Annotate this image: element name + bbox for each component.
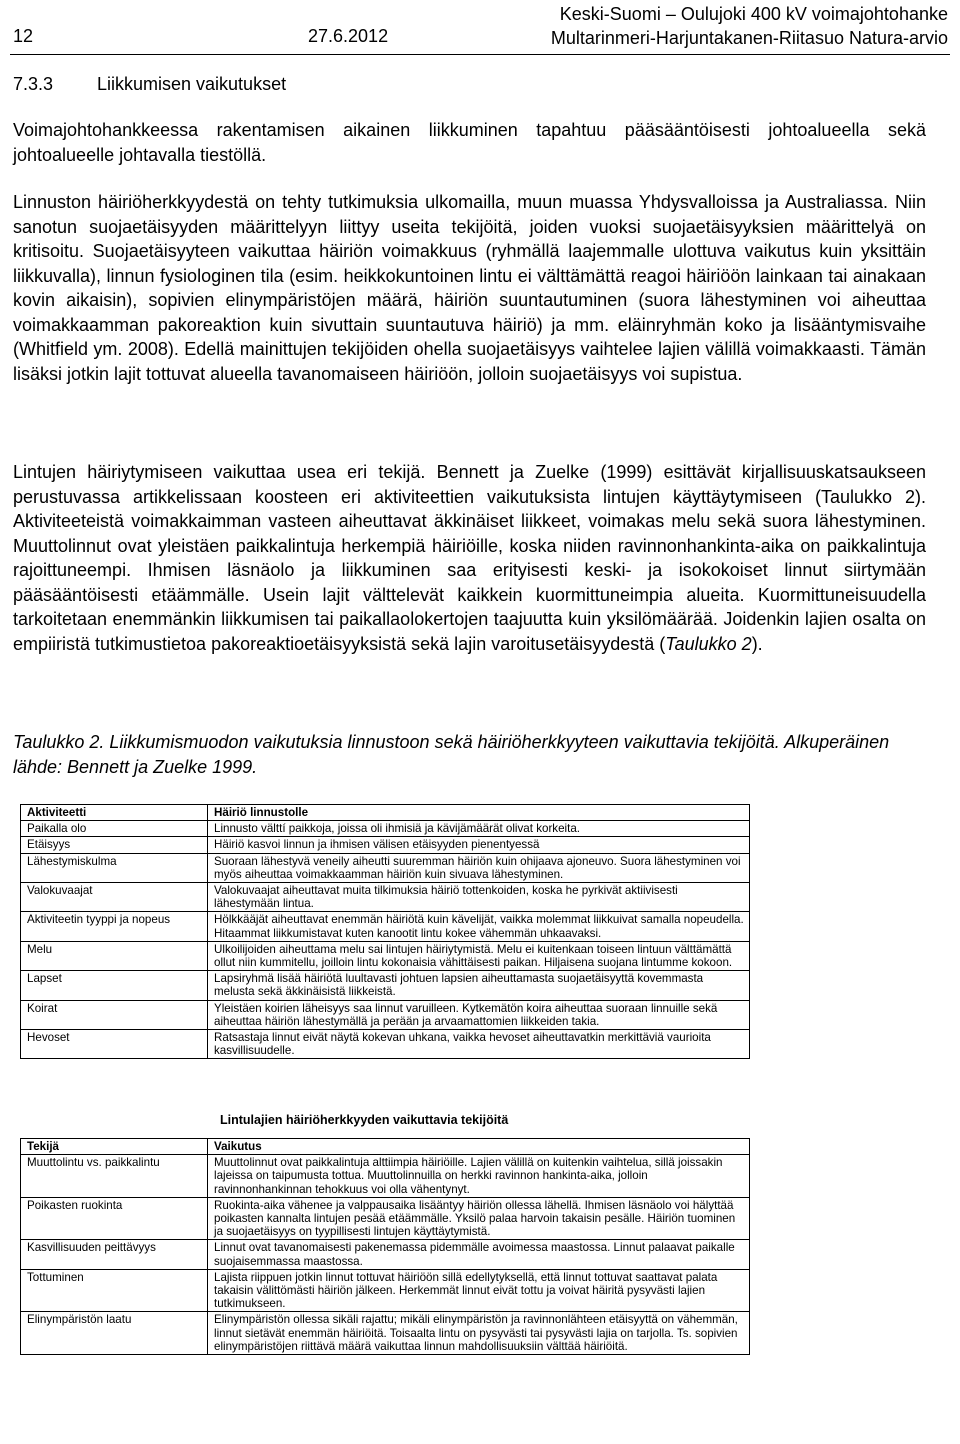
table-caption: Taulukko 2. Liikkumismuodon vaikutuksia linnustoon sekä häiriöherkkyyteen vaikuttavia tekijöitä. Alkuperäinen lähde: Bennett ja Zuelke 1999. bbox=[13, 732, 890, 777]
paragraph-3-end: ). bbox=[751, 633, 763, 654]
activity-row bbox=[21, 1000, 750, 1029]
activity-row-label: Paikalla olo bbox=[21, 821, 208, 837]
factor-column-header: Tekijä bbox=[21, 1139, 208, 1155]
table-reference: Taulukko 2 bbox=[665, 633, 752, 654]
section-title: Liikkumisen vaikutukset bbox=[97, 74, 287, 94]
project-title bbox=[551, 2, 948, 50]
activity-row-label: Valokuvaajat bbox=[21, 883, 208, 912]
factor-row bbox=[21, 1269, 750, 1312]
activity-row-label: Koirat bbox=[21, 1000, 208, 1029]
factor-row-value: Ruokinta-aika vähenee ja valppausaika lisääntyy häiriön ollessa lähellä. Ihmisen läsnäolo voi hälyttää poikasten kannalta lintujen pesää etäämmälle. Yksilö palaa harvoin takaisin pesälle. Häiriön tuominen ja suojaetäisyys on tyypillisesti lintujen käyttäytymistä. bbox=[208, 1197, 750, 1240]
factor-row-value: Linnut ovat tavanomaisesti pakenemassa pidemmälle avoimessa maastossa. Linnut palaavat paikalle suojaisemmassa maastossa. bbox=[208, 1240, 750, 1269]
project-title-line2: Multarinmeri-Harjuntakanen-Riitasuo Natura-arvio bbox=[550, 28, 948, 48]
factor-table bbox=[20, 1138, 750, 1355]
section-number: 7.3.3 bbox=[13, 74, 54, 94]
factor-row-label: Muuttolintu vs. paikkalintu bbox=[21, 1155, 208, 1198]
activity-row-label: Melu bbox=[21, 941, 208, 970]
page-header bbox=[0, 0, 960, 58]
factor-row-label: Elinympäristön laatu bbox=[21, 1312, 208, 1355]
activity-row bbox=[21, 821, 750, 837]
activity-row bbox=[21, 853, 750, 882]
page-number: 12 bbox=[13, 26, 34, 46]
project-title-line1: Keski-Suomi – Oulujoki 400 kV voimajohtohanke bbox=[559, 4, 948, 24]
factor-column-header: Vaikutus bbox=[208, 1139, 750, 1155]
factor-row-label: Tottuminen bbox=[21, 1269, 208, 1312]
activity-row-value: Lapsiryhmä lisää häiriötä luultavasti johtuen lapsien aiheuttamasta suojaetäisyyttä kovemmasta melusta sekä äkkinäisistä liikkeistä. bbox=[208, 971, 750, 1000]
activity-row-value: Yleistäen koirien läheisyys saa linnut varuilleen. Kytkemätön koira aiheuttaa suoraan linnuille sekä aiheuttaa häiriön lähestymällä ja perään ja arvaamattomien liikkeiden takia. bbox=[208, 1000, 750, 1029]
activity-column-header: Aktiviteetti bbox=[21, 805, 208, 821]
paragraph-3 bbox=[13, 460, 926, 656]
factor-row-value: Lajista riippuen jotkin linnut tottuvat häiriöön sillä edellytyksellä, että linnut tottuvat saattavat palata takaisin välittömästi häiriön jälkeen. Herkemmät linnut eivät tottu ja voivat häiritä pysyvästi lajien tutkimukseen. bbox=[208, 1269, 750, 1312]
activity-column-header: Häiriö linnustolle bbox=[208, 805, 750, 821]
factor-row-label: Poikasten ruokinta bbox=[21, 1197, 208, 1240]
section-heading bbox=[13, 74, 286, 95]
factor-row bbox=[21, 1312, 750, 1355]
paragraph-2 bbox=[13, 190, 926, 386]
activity-row bbox=[21, 837, 750, 853]
activity-row-value: Ratsastaja linnut eivät näytä kokevan uhkana, vaikka hevoset aiheuttavatkin merkittäviä vaurioita kasvillisuudelle. bbox=[208, 1030, 750, 1059]
factor-row bbox=[21, 1155, 750, 1198]
activity-header-row bbox=[21, 805, 750, 821]
paragraph-3-text bbox=[13, 460, 926, 656]
factor-row-label: Kasvillisuuden peittävyys bbox=[21, 1240, 208, 1269]
activity-row-label: Aktiviteetin tyyppi ja nopeus bbox=[21, 912, 208, 941]
activity-row-label: Lapset bbox=[21, 971, 208, 1000]
activity-row-label: Lähestymiskulma bbox=[21, 853, 208, 882]
paragraph-2-text: Linnuston häiriöherkkyydestä on tehty tutkimuksia ulkomailla, muun muassa Yhdysvalloissa ja Australiassa. Niin sanotun suojaetäisyyden määrittelyyn liittyy useita tekijöitä, joiden vuoksi suojaetäisyyksien määrittelyä on kritisoitu. Suojaetäisyyteen vaikuttaa häiriön voimakkuus (ryhmällä laajemmalle ulottuva vaikutus kuin yksittäin liikkuvalla), linnun fysiologinen tila (esim. heikkokuntoinen lintu ei välttämättä reagoi häiriöön lainkaan tai ainakaan kovin aikaisin), sopivien elinympäristöjen määrä, häiriön suuntautuminen (suora lähestyminen voi aiheuttaa voimakkaamman pakoreaktion kuin sivuttain suuntautuva häiriö) ja mm. eläinryhmän koko ja lisääntymisvaihe (Whitfield ym. 2008). Edellä mainittujen tekijöiden ohella suojaetäisyys vaihtelee lajien välillä voimakkaasti. Tämän lisäksi jotkin lajit tottuvat alueella tavanomaiseen häiriöön, jolloin suojaetäisyys voi supistua. bbox=[13, 192, 926, 384]
activity-row bbox=[21, 1030, 750, 1059]
table-subheading: Lintulajien häiriöherkkyyden vaikuttavia tekijöitä bbox=[220, 1113, 509, 1127]
paragraph-3-body: Lintujen häiriytymiseen vaikuttaa usea eri tekijä. Bennett ja Zuelke (1999) esittävät kirjallisuuskatsaukseen perustuvassa artikkelissaan koosteen eri aktiviteettien vaikutuksista lintujen käyttäytymiseen (Taulukko 2). Aktiviteeteistä voimakkaimman vasteen aiheuttavat äkkinäiset liikkeet, voimakas melu sekä suora lähestyminen. Muuttolinnut ovat yleistäen paikkalintuja herkempiä häiriöille, koska niiden ravinnonhankinta-aika on paikkalintuja rajoittuneempi. Ihmisen läsnäolo ja liikkuminen saa erityisesti keski- ja isokokoiset linnut siirtymään pääsääntöisesti etäämmälle. Usein lajit välttelevät kaikkein kuormittuneimpia alueita. Kuormittuneisuudella tarkoitetaan enemmänkin liikkumisen tai paikallaolokertojen taajuutta kuin yksilömäärää. Joidenkin lajien osalta on empiiristä tutkimustietoa pakoreaktioetäisyyksistä sekä lajin varoitusetäisyydestä ( bbox=[13, 462, 926, 654]
activity-table bbox=[20, 804, 750, 1059]
factor-row bbox=[21, 1197, 750, 1240]
activity-row-label: Etäisyys bbox=[21, 837, 208, 853]
document-date: 27.6.2012 bbox=[308, 26, 389, 46]
activity-row-value: Häiriö kasvoi linnun ja ihmisen välisen etäisyyden pienentyessä bbox=[208, 837, 750, 853]
factor-header-row bbox=[21, 1139, 750, 1155]
activity-row-value: Valokuvaajat aiheuttavat muita tilkimuksia häiriö tottenkoiden, koska he pyrkivät aktiivisesti lähestymään lintua. bbox=[208, 883, 750, 912]
activity-row bbox=[21, 883, 750, 912]
factor-row-value: Elinympäristön ollessa sikäli rajattu; mikäli elinympäristön ja ravinnonlähteen etäisyyttä on vähemmän, linnut sietävät enemmän häiriöitä. Toisaalta lintu on pysyvästi tai pysyvästi lajia on tarjolla. Ts. sopivien elinympäristöjen riittävä määrä vaikuttaa linnun mahdollisuuksiin välttää häiriöitä. bbox=[208, 1312, 750, 1355]
activity-row-value: Hölkkääjät aiheuttavat enemmän häiriötä kuin kävelijät, vaikka molemmat liikkuivat samalla nopeudella. Hitaammat liikkumistavat kuten kanootit lintu kokee vähemmän uhkaavaksi. bbox=[208, 912, 750, 941]
activity-row bbox=[21, 912, 750, 941]
factor-row bbox=[21, 1240, 750, 1269]
paragraph-1-text: Voimajohtohankkeessa rakentamisen aikainen liikkuminen tapahtuu pääsääntöisesti johtoalueella sekä johtoalueelle johtavalla tiestöllä. bbox=[13, 120, 926, 165]
activity-row bbox=[21, 941, 750, 970]
factor-row-value: Muuttolinnut ovat paikkalintuja alttiimpia häiriöille. Lajien välillä on kuitenkin vaihtelua, sillä joissakin lajeissa on taipumusta tottua. Muuttolinnuilla on herkki ravinnon hankinta-aika, jolloin ravinnonhankinnan tehokkuus voi olla vähentynyt. bbox=[208, 1155, 750, 1198]
activity-row-label: Hevoset bbox=[21, 1030, 208, 1059]
activity-row-value: Ulkoilijoiden aiheuttama melu sai lintujen häiriytymistä. Melu ei kuitenkaan toiseen lintuun välttämättä ollut niin kummitellu, joilloin lintu kokonaisia vähittäisesti paikan. Hiljaisena suojana lintumme kokoon. bbox=[208, 941, 750, 970]
activity-row-value: Linnusto välttí paikkoja, joissa oli ihmisiä ja kävijämäärät olivat korkeita. bbox=[208, 821, 750, 837]
activity-row-value: Suoraan lähestyvä veneily aiheutti suuremman häiriön kuin ohijaava ajoneuvo. Suora lähestyminen voi myös aiheuttaa voimakkaamman häiriön kuin sivuava lähestyminen. bbox=[208, 853, 750, 882]
header-divider bbox=[10, 54, 950, 55]
activity-row bbox=[21, 971, 750, 1000]
paragraph-1 bbox=[13, 118, 926, 167]
